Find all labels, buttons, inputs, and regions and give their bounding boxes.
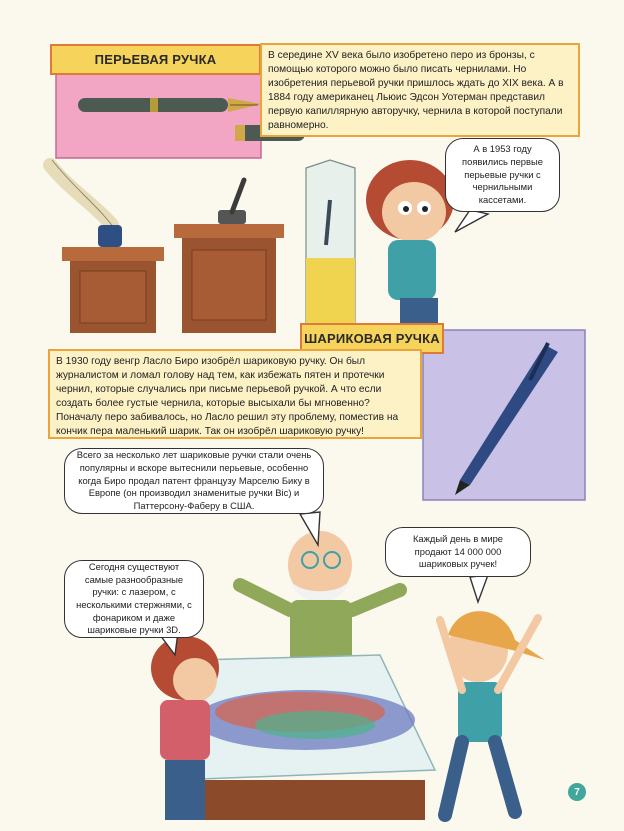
ballpoint-pen-info: В 1930 году венгр Ласло Биро изобрёл шариковую ручку. Он был журналистом и ломал голову над тем, как избежать пятен и протечки чернил, которые случались при письме перьевой ручкой. А что если создать более густые чернила, которые высыхали бы мгновенно? Поначалу перо забивалось, но Ласло решил эту проблему, поместив на кончик пера маленький шарик. Так он изобрёл шариковую ручку! <box>48 349 422 439</box>
fountain-pen-info: В середине XV века было изобретено перо из бронзы, с помощью которого можно было писать чернилами. Но изобретения перьевой ручки пришлось ждать до XIX века. А в 1884 году американец Льюис Эдсон Уотерман представил первую капиллярную авторучку, чернила в которой поступали равномерно. <box>260 43 580 137</box>
variety-bubble: Сегодня существуют самые разнообразные ручки: с лазером, с несколькими стержнями, с фонариком и даже шариковые ручки 3D. <box>64 560 204 638</box>
ballpoint-pen-title: ШАРИКОВАЯ РУЧКА <box>300 323 444 354</box>
inventor-character-icon <box>240 531 400 670</box>
cartridges-bubble: А в 1953 году появились первые перьевые ручки с чернильными кассетами. <box>445 138 560 212</box>
quill-pedestal-icon <box>50 160 164 333</box>
fountain-pen-title: ПЕРЬЕВАЯ РУЧКА <box>50 44 261 75</box>
bubble-tail-cartridges <box>455 210 488 232</box>
girl-character-icon <box>366 160 454 332</box>
display-case-icon <box>306 160 355 330</box>
popularity-bubble: Всего за несколько лет шариковые ручки стали очень популярны и вскоре вытеснили перьевые, особенно когда Биро продал патент французу Марселю Бику в Европе (он производил знаменитые ручки Bic) и Паттерсону-Фаберу в США. <box>64 448 324 514</box>
boy-character-icon <box>440 611 545 815</box>
pen-stand-pedestal-icon <box>174 180 284 333</box>
page-number: 7 <box>568 783 586 801</box>
daily-sales-bubble: Каждый день в мире продают 14 000 000 шариковых ручек! <box>385 527 531 577</box>
bubble-tail-daily <box>470 575 488 602</box>
